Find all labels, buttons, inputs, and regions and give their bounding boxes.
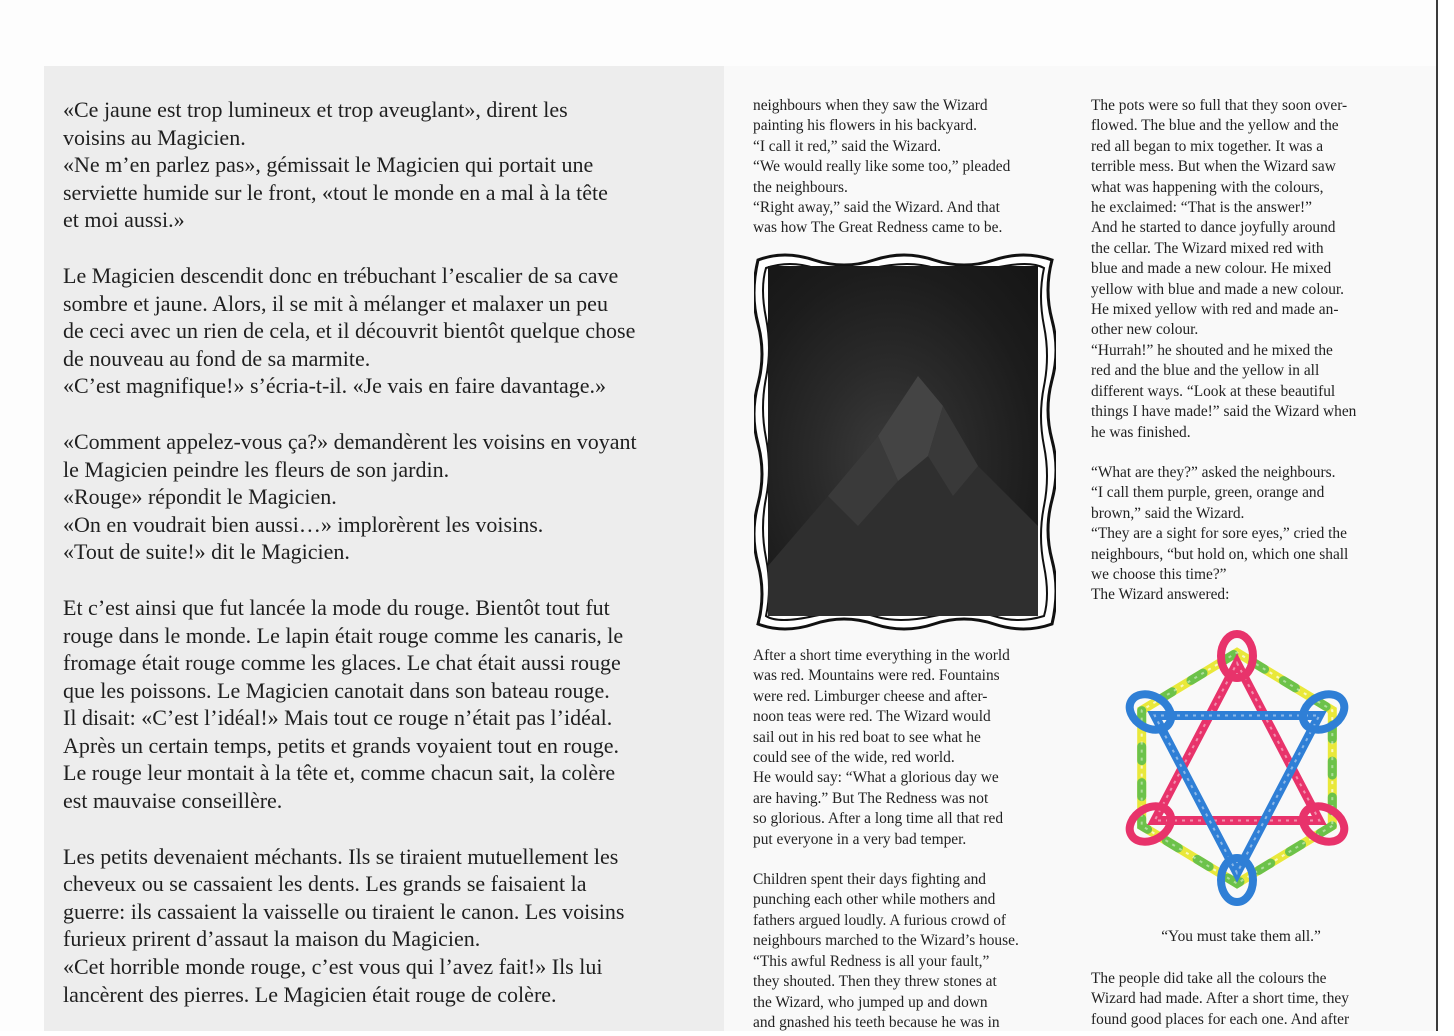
- text-line: “I call them purple, green, orange and: [1091, 484, 1325, 502]
- text-line: serviette humide sur le front, «tout le monde en a mal à la tête: [63, 179, 608, 205]
- text-line: “Hurrah!” he shouted and he mixed the: [1091, 341, 1333, 359]
- french-paragraph-4: [63, 594, 703, 815]
- framed-illustration: [754, 250, 1056, 634]
- text-line: punching each other while mothers and: [753, 891, 996, 909]
- text-line: Et c’est ainsi que fut lancée la mode du rouge. Bientôt tout fut: [63, 594, 610, 620]
- text-line: flowed. The blue and the yellow and the: [1091, 117, 1339, 135]
- text-line: «Tout de suite!» dit le Magicien.: [63, 539, 350, 565]
- text-line: things I have made!” said the Wizard when: [1091, 403, 1357, 421]
- text-line: painting his flowers in his backyard.: [753, 117, 977, 135]
- text-line: neighbours marched to the Wizard’s house.: [753, 932, 1019, 950]
- text-line: «Cet horrible monde rouge, c’est vous qui l’avez fait!» Ils lui: [63, 954, 603, 980]
- knot-band: [1142, 653, 1333, 884]
- text-line: «Ce jaune est trop lumineux et trop aveuglant», dirent les: [63, 97, 568, 122]
- text-line: what was happening with the colours,: [1091, 178, 1324, 196]
- french-paragraph-2: [63, 262, 703, 400]
- text-line: He mixed yellow with red and made an-: [1091, 301, 1339, 319]
- text-line: terrible mess. But when the Wizard saw: [1091, 158, 1336, 176]
- knot-band-twist: [1142, 653, 1333, 884]
- text-line: «Rouge» répondit le Magicien.: [63, 484, 337, 510]
- english-right-column-bottom: [1091, 969, 1391, 1030]
- text-line: so glorious. After a long time all that red: [753, 810, 1004, 828]
- text-line: the neighbours.: [753, 178, 848, 196]
- text-line: The pots were so full that they soon over-: [1091, 97, 1348, 114]
- text-line: found good places for each one. And after: [1091, 1010, 1350, 1028]
- text-line: are having.” But The Redness was not: [753, 789, 989, 807]
- text-line: et moi aussi.»: [63, 207, 185, 233]
- english-mid-paragraph-1: [753, 96, 1055, 239]
- text-line: “This awful Redness is all your fault,”: [753, 952, 990, 970]
- text-line: “They are a sight for sore eyes,” cried the: [1091, 525, 1347, 543]
- text-line: the Wizard, who jumped up and down: [753, 993, 988, 1011]
- text-line: «C’est magnifique!» s’écria-t-il. «Je vais en faire davantage.»: [63, 373, 607, 399]
- text-line: fromage était rouge comme les glaces. Le chat était aussi rouge: [63, 650, 621, 676]
- text-line: He would say: “What a glorious day we: [753, 769, 999, 787]
- text-line: different ways. “Look at these beautiful: [1091, 382, 1336, 400]
- text-line: red all began to mix together. It was a: [1091, 137, 1324, 155]
- text-line: “I call it red,” said the Wizard.: [753, 137, 941, 155]
- english-middle-column: [753, 96, 1055, 239]
- text-line: Children spent their days fighting and: [753, 871, 986, 889]
- english-right-column: [1091, 96, 1391, 606]
- text-line: de ceci avec un rien de cela, et il découvrit bientôt quelque chose: [63, 318, 636, 344]
- page-margin: [1440, 0, 1454, 1031]
- text-line: de nouveau au fond de sa marmite.: [63, 345, 371, 371]
- text-line: he exclaimed: “That is the answer!”: [1091, 199, 1312, 217]
- text-line: que les poissons. Le Magicien canotait dans son bateau rouge.: [63, 677, 610, 703]
- knot-band-twist: [1142, 653, 1333, 884]
- text-line: blue and made a new colour. He mixed: [1091, 260, 1332, 278]
- text-line: voisins au Magicien.: [63, 124, 246, 150]
- text-line: brown,” said the Wizard.: [1091, 504, 1245, 522]
- text-line: they shouted. Then they threw stones at: [753, 973, 997, 991]
- text-line: the cellar. The Wizard mixed red with: [1091, 239, 1324, 257]
- text-line: yellow with blue and made a new colour.: [1091, 280, 1345, 298]
- french-paragraph-1: [63, 96, 703, 234]
- knot-svg: [1112, 620, 1362, 910]
- text-line: furieux prirent d’assaut la maison du Magicien.: [63, 926, 481, 952]
- mountain-shape: [768, 266, 1038, 616]
- text-line: cheveux ou se cassaient les dents. Les grands se faisaient la: [63, 871, 587, 897]
- text-line: The people did take all the colours the: [1091, 970, 1327, 987]
- text-line: «Ne m’en parlez pas», gémissait le Magicien qui portait une: [63, 152, 594, 178]
- text-line: neighbours when they saw the Wizard: [753, 97, 988, 114]
- text-line: he was finished.: [1091, 423, 1191, 441]
- french-text-column: [63, 96, 703, 1036]
- colourful-knot-illustration: [1112, 620, 1362, 910]
- text-line: Wizard had made. After a short time, they: [1091, 990, 1349, 1008]
- english-middle-column-bottom: [753, 646, 1055, 1033]
- text-line: sombre et jaune. Alors, il se mit à mélanger et malaxer un peu: [63, 290, 608, 316]
- text-line: And he started to dance joyfully around: [1091, 219, 1336, 237]
- text-line: Il disait: «C’est l’idéal!» Mais tout ce rouge n’était pas l’idéal.: [63, 705, 613, 731]
- text-line: “We would really like some too,” pleaded: [753, 158, 1011, 176]
- knot-band: [1142, 653, 1333, 884]
- text-line: est mauvaise conseillère.: [63, 788, 283, 814]
- text-line: was how The Great Redness came to be.: [753, 219, 1003, 237]
- text-line: we choose this time?”: [1091, 565, 1227, 583]
- text-line: Le rouge leur montait à la tête et, comme chacun sait, la colère: [63, 760, 616, 786]
- text-line: rouge dans le monde. Le lapin était rouge comme les canaris, le: [63, 622, 624, 648]
- text-line: put everyone in a very bad temper.: [753, 830, 967, 848]
- page-edge-line: [1436, 0, 1438, 1031]
- text-line: fathers argued loudly. A furious crowd of: [753, 911, 1007, 929]
- text-line: After a short time everything in the world: [753, 647, 1010, 664]
- dark-mountain-illustration: [768, 266, 1038, 616]
- text-line: neighbours, “but hold on, which one shall: [1091, 545, 1349, 563]
- text-line: Le Magicien descendit donc en trébuchant l’escalier de sa cave: [63, 262, 619, 288]
- text-line: sail out in his red boat to see what he: [753, 728, 981, 746]
- paragraph-gap: [1091, 443, 1391, 463]
- text-line: Les petits devenaient méchants. Ils se tiraient mutuellement les: [63, 843, 619, 869]
- text-line: red and the blue and the yellow in all: [1091, 362, 1320, 380]
- text-line: guerre: ils cassaient la vaisselle ou tiraient le canon. Les voisins: [63, 898, 625, 924]
- french-paragraph-3: [63, 428, 703, 566]
- text-line: other new colour.: [1091, 321, 1199, 339]
- french-paragraph-5: [63, 843, 703, 1009]
- text-line: noon teas were red. The Wizard would: [753, 708, 991, 726]
- paragraph-gap: [753, 850, 1055, 870]
- text-line: le Magicien peindre les fleurs de son jardin.: [63, 456, 450, 482]
- text-line: «On en voudrait bien aussi…» implorèrent les voisins.: [63, 511, 544, 537]
- text-line: lancèrent des pierres. Le Magicien était rouge de colère.: [63, 981, 557, 1007]
- illustration-caption: “You must take them all.”: [1161, 928, 1321, 945]
- text-line: could see of the wide, red world.: [753, 749, 955, 767]
- text-line: “What are they?” asked the neighbours.: [1091, 463, 1336, 481]
- text-line: Après un certain temps, petits et grands voyaient tout en rouge.: [63, 732, 619, 758]
- text-line: were red. Limburger cheese and after-: [753, 687, 988, 705]
- text-line: was red. Mountains were red. Fountains: [753, 667, 1000, 685]
- text-line: and gnashed his teeth because he was in: [753, 1013, 1000, 1031]
- text-line: “Right away,” said the Wizard. And that: [753, 199, 1000, 217]
- text-line: «Comment appelez-vous ça?» demandèrent les voisins en voyant: [63, 428, 637, 454]
- text-line: The Wizard answered:: [1091, 586, 1230, 604]
